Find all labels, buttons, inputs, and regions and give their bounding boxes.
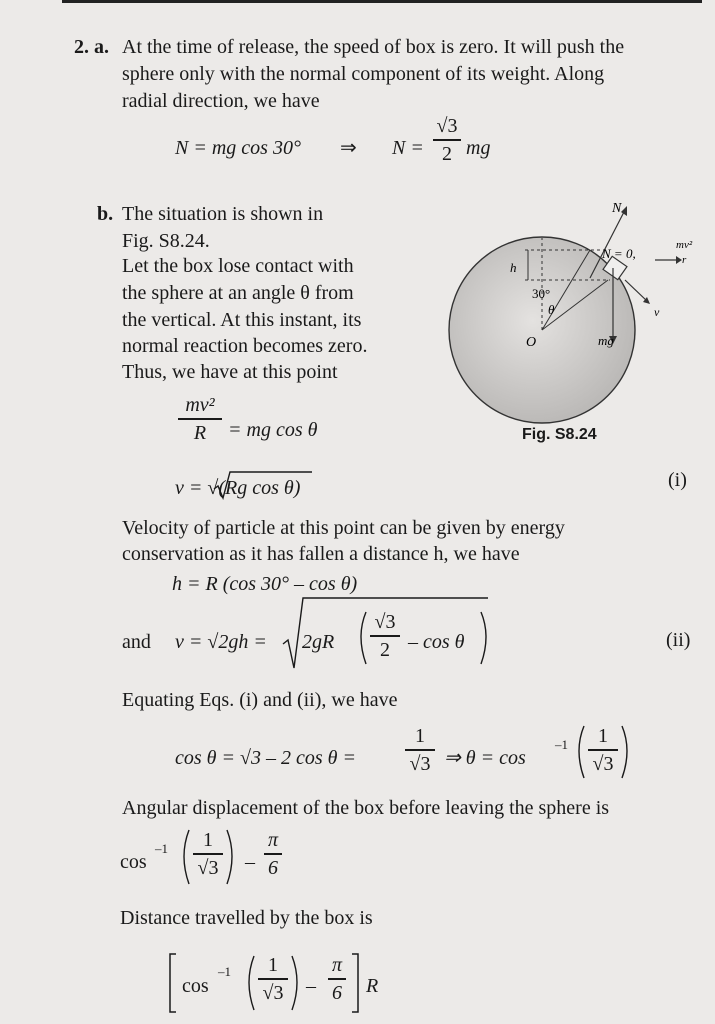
angular-cos: cos — [120, 851, 147, 873]
distance-cos: cos — [182, 975, 209, 997]
problem-number: 2. a. — [74, 36, 109, 58]
pi-numerator: π — [267, 829, 279, 851]
radical-sign — [214, 472, 312, 498]
theta-denominator: √3 — [592, 752, 614, 775]
left-paren — [361, 612, 366, 664]
label-N: N — [612, 201, 622, 216]
cos-equation-b: ⇒ θ = cos — [444, 747, 526, 769]
angular-numerator: 1 — [203, 829, 213, 851]
part-b-line-4: the sphere at an angle θ from — [122, 282, 354, 304]
part-b-line-5: the vertical. At this instant, its — [122, 309, 362, 331]
six-denominator: 6 — [268, 856, 278, 879]
fraction-denominator: 2 — [442, 142, 452, 165]
distance-line: Distance travelled by the box is — [120, 907, 373, 929]
label-30: 30° — [532, 286, 551, 301]
eq-ii-tag: (ii) — [666, 629, 691, 651]
part-a-line-3: radial direction, we have — [122, 90, 320, 112]
distance-denominator: √3 — [262, 981, 284, 1004]
eq1-denominator: R — [193, 421, 207, 444]
distance-minus: – — [306, 975, 316, 997]
part-a-eq-tail: mg — [466, 137, 491, 159]
right-paren — [481, 612, 486, 664]
label-v: v — [654, 305, 660, 319]
eq-i-tag: (i) — [668, 469, 687, 491]
distance-R: R — [366, 975, 379, 997]
cos-equation-a: cos θ = √3 – 2 cos θ = — [175, 747, 356, 769]
right-paren — [227, 830, 232, 884]
label-mv2: mv² — [676, 239, 693, 251]
part-b-line-3: Let the box lose contact with — [122, 255, 354, 277]
part-b-line-7: Thus, we have at this point — [122, 361, 338, 383]
distance-numerator: 1 — [268, 954, 278, 976]
left-paren — [249, 956, 254, 1010]
label-theta: θ — [548, 302, 555, 317]
eq1-numerator: mv² — [185, 394, 215, 416]
velocity-line-1: Velocity of particle at this point can be given by energy — [122, 517, 565, 539]
velocity-line-2: conservation as it has fallen a distance h, we have — [122, 543, 520, 565]
v-equation-tail: – cos θ — [408, 631, 465, 653]
part-a-line-1: At the time of release, the speed of box is zero. It will push the — [122, 36, 625, 58]
distance-superscript: –1 — [218, 964, 231, 979]
distance-pi: π — [331, 954, 343, 976]
part-a-line-2: sphere only with the normal component of its weight. Along — [122, 63, 605, 85]
eq1-rhs: = mg cos θ — [228, 419, 318, 441]
figure-caption: Fig. S8.24 — [522, 426, 597, 443]
left-paren — [184, 830, 189, 884]
label-mg: mg — [598, 333, 614, 348]
equating-line: Equating Eqs. (i) and (ii), we have — [122, 689, 398, 711]
v-eq-denominator: 2 — [380, 638, 390, 661]
angular-minus: – — [245, 851, 255, 873]
v-equation-a: v = √2gh = — [175, 631, 267, 653]
part-b-line-2: Fig. S8.24. — [122, 230, 210, 252]
part-a-eq-left: N = mg cos 30° — [175, 137, 301, 159]
cos-eq-numerator: 1 — [415, 725, 425, 747]
label-O: O — [526, 335, 537, 350]
right-paren — [292, 956, 297, 1010]
right-bracket — [352, 954, 358, 1012]
right-paren — [622, 726, 627, 778]
part-b-line-6: normal reaction becomes zero. — [122, 335, 368, 357]
left-bracket — [170, 954, 176, 1012]
eq-i: v = √(Rg cos θ) — [175, 477, 301, 499]
label-r: r — [682, 254, 687, 266]
theta-numerator: 1 — [598, 725, 608, 747]
label-h: h — [510, 260, 517, 275]
v-equation-b: 2gR — [302, 631, 335, 653]
part-b-label: b. — [97, 203, 114, 225]
h-equation: h = R (cos 30° – cos θ) — [172, 573, 358, 595]
inverse-superscript: –1 — [555, 737, 568, 752]
implies-arrow: ⇒ — [340, 137, 357, 159]
v-eq-numerator: √3 — [374, 611, 396, 633]
part-a-eq-right-lhs: N = — [392, 137, 424, 159]
part-b-line-1: The situation is shown in — [122, 203, 324, 225]
normal-arrowhead — [621, 206, 627, 216]
angular-superscript: –1 — [155, 841, 168, 856]
left-paren — [579, 726, 584, 778]
angular-denominator: √3 — [197, 856, 219, 879]
distance-six: 6 — [332, 981, 342, 1004]
cos-eq-denominator: √3 — [409, 752, 431, 775]
label-N0: N = 0, — [602, 246, 636, 261]
radical-sign — [283, 598, 488, 668]
angular-line: Angular displacement of the box before leaving the sphere is — [122, 797, 610, 819]
figure-s8-24 — [430, 190, 710, 425]
and-label: and — [122, 631, 151, 653]
fraction-numerator: √3 — [436, 115, 458, 137]
